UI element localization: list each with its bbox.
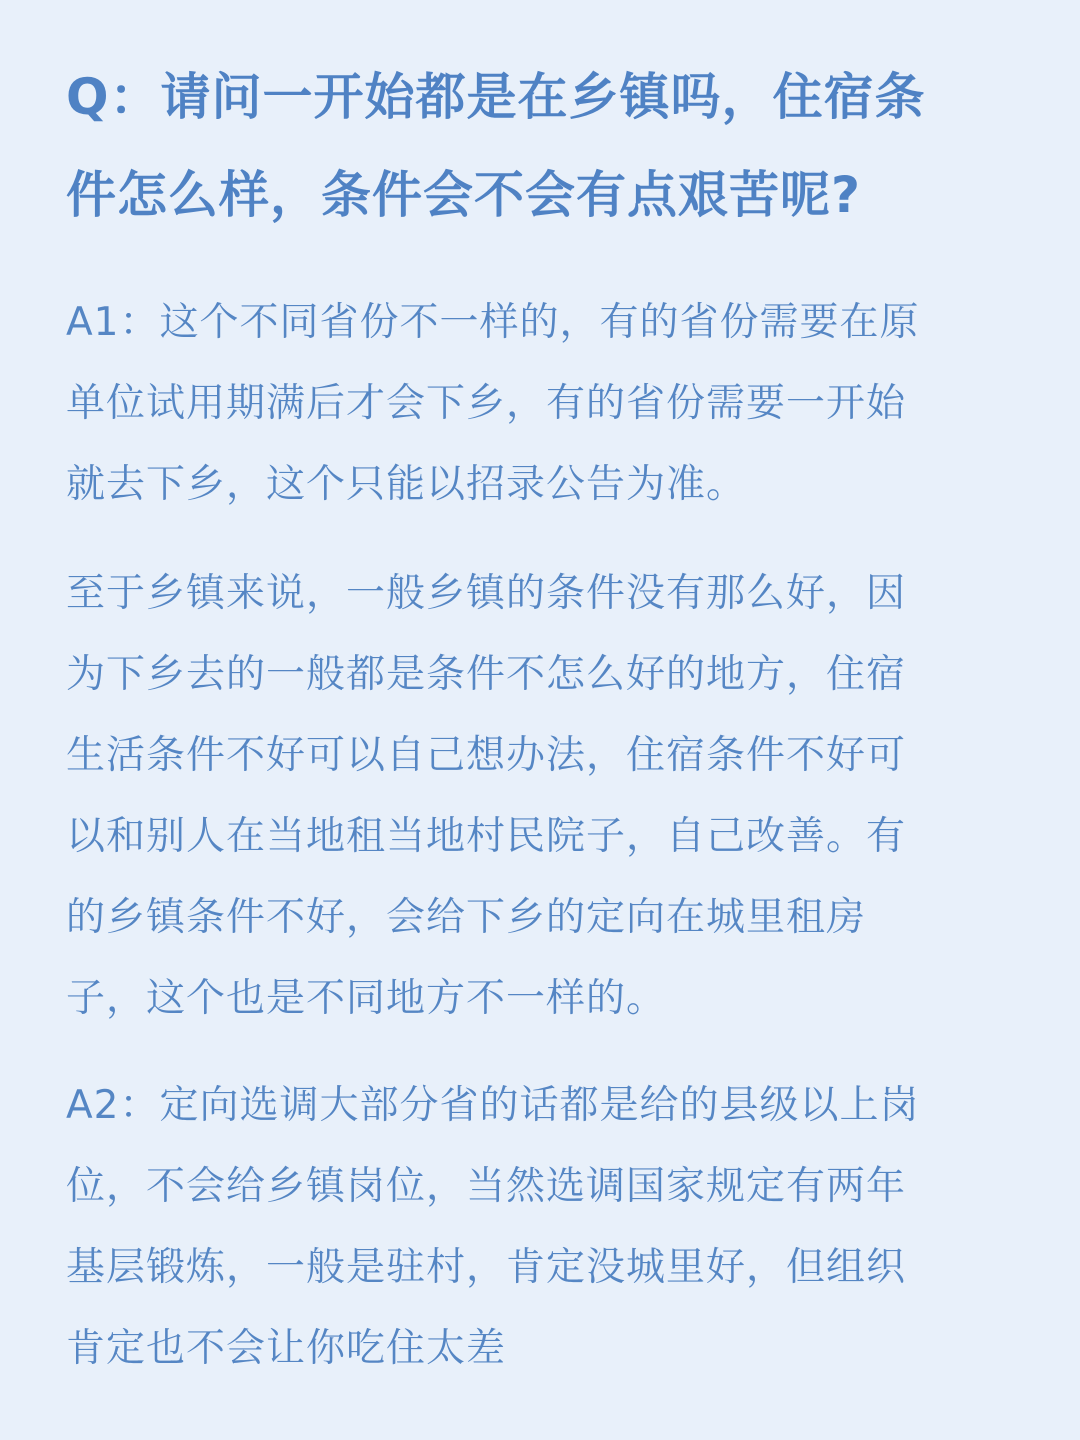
question-line: Q：请问一开始都是在乡镇吗，住宿条 (66, 68, 926, 126)
answer-2 (66, 1065, 1016, 1389)
answer-line: A1：这个不同省份不一样的，有的省份需要在原 (66, 300, 920, 345)
answer-line: 以和别人在当地租当地村民院子，自己改善。有 (66, 814, 907, 859)
answer-1-paragraph-2 (66, 553, 1016, 1039)
answer-line: 至于乡镇来说，一般乡镇的条件没有那么好，因 (66, 571, 907, 616)
answer-line: 的乡镇条件不好，会给下乡的定向在城里租房 (66, 895, 867, 940)
answer-line: 就去下乡，这个只能以招录公告为准。 (66, 462, 747, 507)
answer-1-paragraph-1 (66, 282, 1016, 525)
question-line: 件怎么样，条件会不会有点艰苦呢? (66, 166, 862, 224)
answer-2-paragraph-1 (66, 1065, 1016, 1389)
answer-line: 基层锻炼，一般是驻村，肯定没城里好，但组织 (66, 1245, 907, 1290)
answer-line: A2：定向选调大部分省的话都是给的县级以上岗 (66, 1083, 920, 1128)
answer-line: 位，不会给乡镇岗位，当然选调国家规定有两年 (66, 1164, 907, 1209)
answer-line: 子，这个也是不同地方不一样的。 (66, 976, 667, 1021)
answer-1 (66, 282, 1016, 1039)
answer-line: 肯定也不会让你吃住太差 (66, 1326, 507, 1371)
answer-line: 为下乡去的一般都是条件不怎么好的地方，住宿 (66, 652, 907, 697)
question-heading (66, 48, 1016, 244)
answer-line: 单位试用期满后才会下乡，有的省份需要一开始 (66, 381, 907, 426)
answer-line: 生活条件不好可以自己想办法，住宿条件不好可 (66, 733, 907, 778)
